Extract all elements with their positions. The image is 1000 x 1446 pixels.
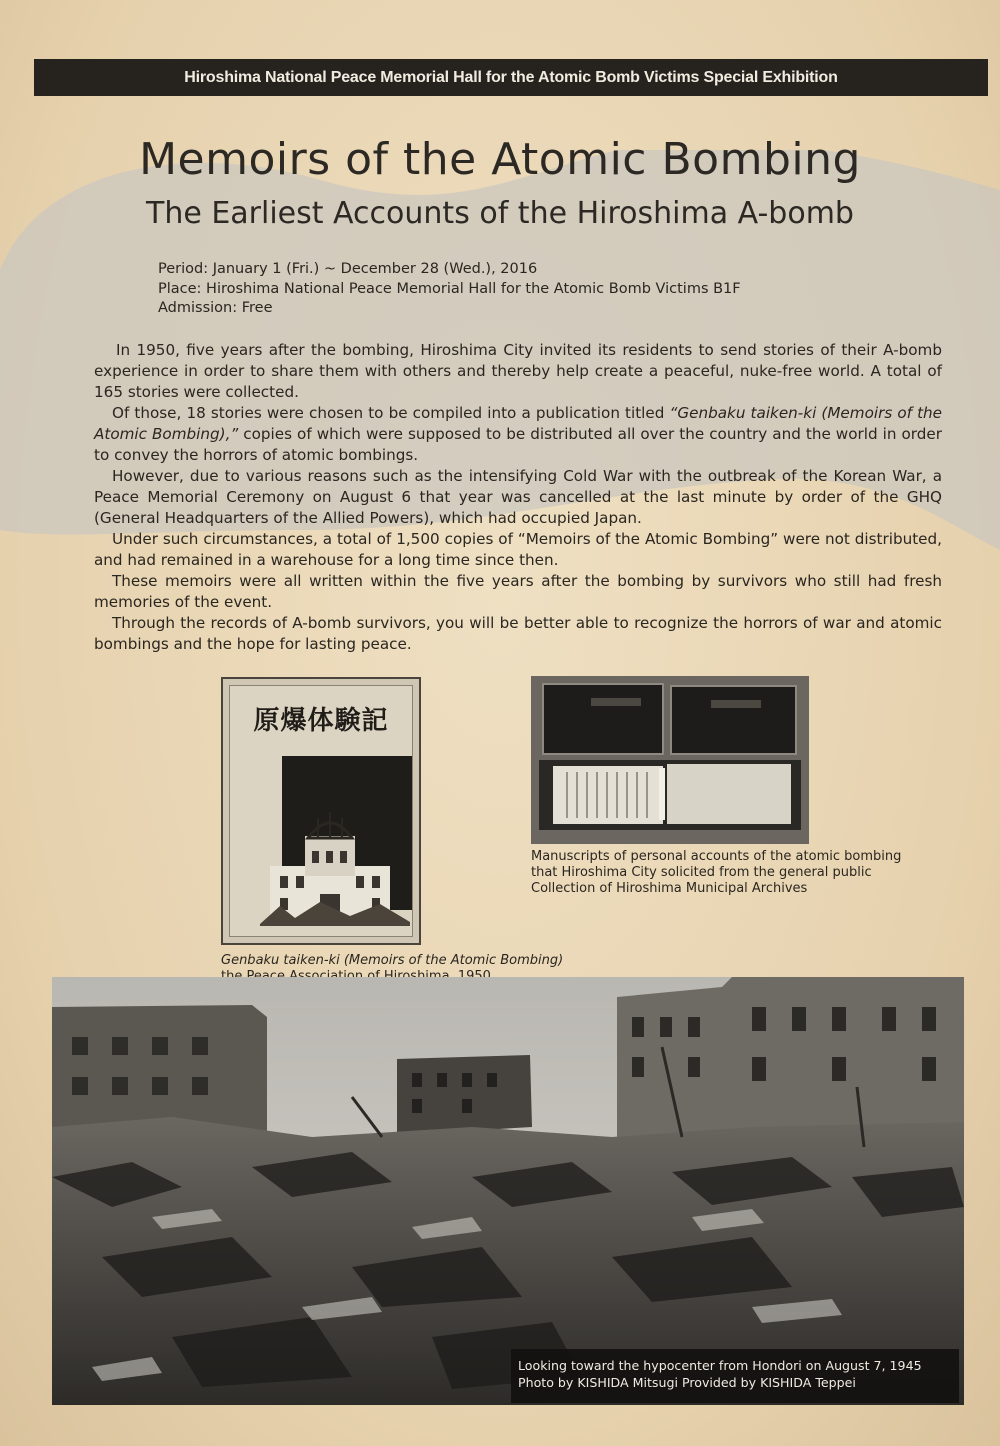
book-caption-line-1: Genbaku taiken-ki (Memoirs of the Atomic Bombing) xyxy=(221,953,564,968)
ruins-photo xyxy=(52,977,964,1405)
admission-text: Admission: Free xyxy=(158,300,273,316)
place-text: Place: Hiroshima National Peace Memorial Hall for the Atomic Bomb Victims B1F xyxy=(158,280,741,297)
publication-title: “Genbaku taiken-ki (Memoirs of the Atomic Bombing),” xyxy=(94,404,942,443)
paragraph-5: These memoirs were all written within the five years after the bombing by survivors who still had fresh memories of the event. xyxy=(94,572,942,611)
paragraph-2-end: copies of which were supposed to be distributed all over the country and the world in order to convey the horrors of atomic bombings. xyxy=(94,425,942,464)
book-cover-inner xyxy=(229,685,413,937)
exhibition-info xyxy=(158,260,741,319)
paragraph-2 xyxy=(94,403,942,466)
dome-illustration xyxy=(260,806,410,926)
manuscripts-caption-line-2: that Hiroshima City solicited from the general public xyxy=(531,865,872,880)
paragraph-4: Under such circumstances, a total of 1,500 copies of “Memoirs of the Atomic Bombing” were not distributed, and had remained in a warehouse for a long time since then. xyxy=(94,530,942,569)
body-text xyxy=(94,340,942,655)
manuscripts-photo xyxy=(531,676,809,844)
paragraph-1: In 1950, five years after the bombing, Hiroshima City invited its residents to send stories of their A-bomb experience in order to share them with others and thereby help create a peaceful, nuke-free world. A total of 165 stories were collected. xyxy=(94,341,942,401)
period-text: Period: January 1 (Fri.) ~ December 28 (Wed.), 2016 xyxy=(158,261,538,277)
page-subtitle: The Earliest Accounts of the Hiroshima A-bomb xyxy=(146,196,854,231)
book-cover-image xyxy=(221,677,421,945)
photo-caption-box xyxy=(511,1349,959,1403)
page-title: Memoirs of the Atomic Bombing xyxy=(139,134,861,185)
manuscripts-caption xyxy=(531,849,901,897)
photo-caption-line-2: Photo by KISHIDA Mitsugi Provided by KISHIDA Teppei xyxy=(518,1375,856,1390)
ruins-illustration xyxy=(52,977,964,1405)
manuscripts-caption-line-1: Manuscripts of personal accounts of the atomic bombing xyxy=(531,849,902,864)
book-cover-title: 原爆体験記 xyxy=(253,706,389,736)
manuscripts-caption-line-3: Collection of Hiroshima Municipal Archives xyxy=(531,881,808,896)
exhibition-banner: Hiroshima National Peace Memorial Hall for the Atomic Bomb Victims Special Exhibition xyxy=(34,59,988,96)
paragraph-3: However, due to various reasons such as the intensifying Cold War with the outbreak of the Korean War, a Peace Memorial Ceremony on August 6 that year was cancelled at the last minute by order of the GHQ (General Headquarters of the Allied Powers), which had occupied Japan. xyxy=(94,467,942,527)
paragraph-6: Through the records of A-bomb survivors, you will be better able to recognize the horrors of war and atomic bombings and the hope for lasting peace. xyxy=(94,614,942,653)
paragraph-2-start: Of those, 18 stories were chosen to be compiled into a publication titled xyxy=(112,404,670,422)
photo-caption-line-1: Looking toward the hypocenter from Hondori on August 7, 1945 xyxy=(518,1358,922,1373)
manuscripts-illustration xyxy=(531,676,809,844)
